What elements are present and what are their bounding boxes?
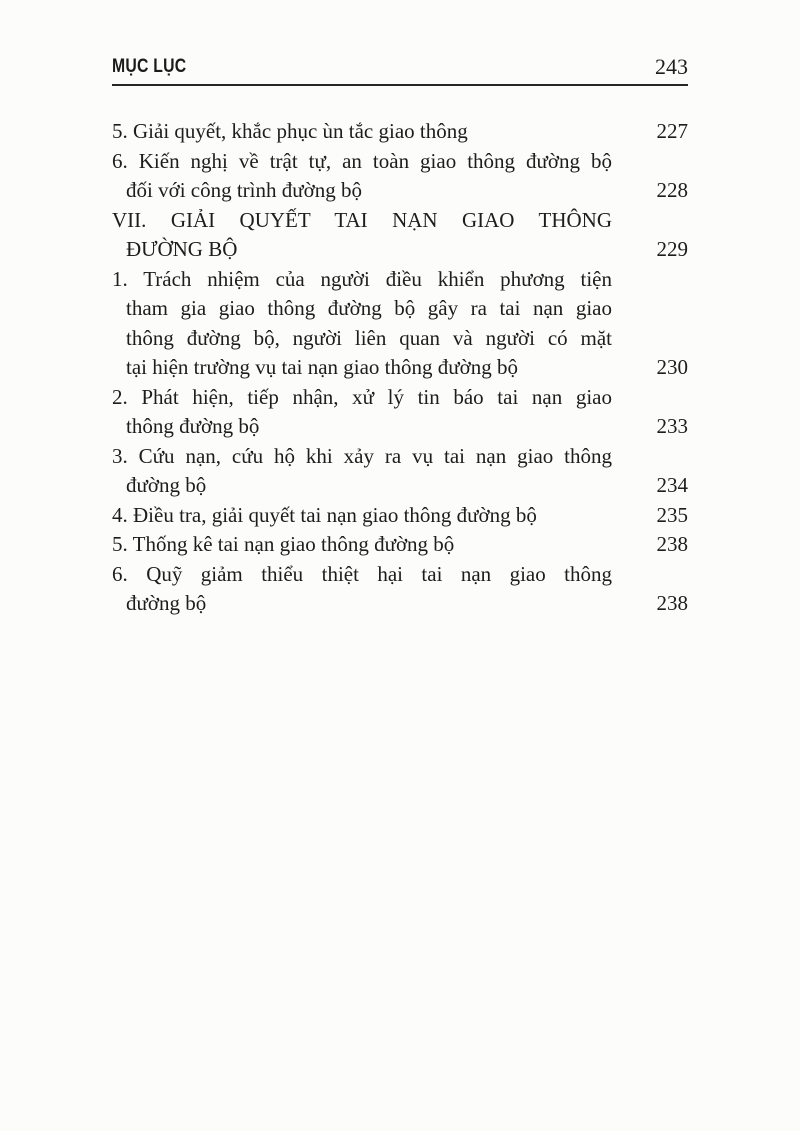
toc-entry-number: 6.	[112, 561, 128, 586]
toc-entry-page-number: 233	[656, 414, 688, 438]
toc-list	[112, 117, 688, 619]
toc-entry-text	[112, 265, 612, 383]
toc-entry-section-heading	[112, 206, 688, 265]
toc-entry-page-number: 230	[656, 355, 688, 379]
page-header	[112, 56, 688, 86]
toc-entry-line: tham gia giao thông đường bộ gây ra tai nạn giao	[126, 296, 612, 320]
toc-entry-text	[112, 206, 612, 265]
toc-entry-page-number: 238	[656, 591, 688, 615]
toc-entry-line: Thống kê tai nạn giao thông đường bộ	[132, 532, 455, 556]
toc-entry	[112, 383, 688, 442]
toc-entry	[112, 501, 688, 531]
page-content	[112, 56, 688, 619]
toc-entry-text	[112, 530, 612, 560]
toc-entry-text	[112, 117, 612, 147]
toc-entry-line: đường bộ	[126, 473, 207, 497]
toc-entry-number: VII.	[112, 207, 147, 232]
toc-entry-line: đối với công trình đường bộ	[126, 178, 362, 202]
toc-entry-number: 3.	[112, 443, 128, 468]
toc-entry-number: 1.	[112, 266, 128, 291]
toc-entry-page-number: 238	[656, 532, 688, 556]
toc-entry-number: 5.	[112, 532, 128, 556]
page-header-title: MỤC LỤC	[112, 56, 187, 77]
toc-entry-text	[112, 442, 612, 501]
toc-entry-line: đường bộ	[126, 591, 207, 615]
toc-entry-text	[112, 383, 612, 442]
toc-entry-line: Quỹ giảm thiểu thiệt hại tai nạn giao thông	[146, 561, 613, 586]
toc-entry-line: Kiến nghị về trật tự, an toàn giao thông đường bộ	[138, 148, 613, 173]
toc-entry-line: Trách nhiệm của người điều khiển phương tiện	[143, 266, 612, 291]
toc-entry-number: 6.	[112, 148, 128, 173]
toc-entry-page-number: 228	[656, 178, 688, 202]
toc-entry-line: GIẢI QUYẾT TAI NẠN GIAO THÔNG	[170, 207, 612, 232]
toc-entry-text	[112, 560, 612, 619]
toc-entry-line: ĐƯỜNG BỘ	[126, 237, 238, 261]
toc-entry-line: Phát hiện, tiếp nhận, xử lý tin báo tai nạn giao	[141, 384, 612, 409]
toc-entry	[112, 117, 688, 147]
toc-entry-line: Cứu nạn, cứu hộ khi xảy ra vụ tai nạn giao thông	[138, 443, 612, 468]
page-header-page-number: 243	[655, 54, 688, 79]
toc-entry-line: tại hiện trường vụ tai nạn giao thông đường bộ	[126, 355, 518, 379]
toc-entry-line: thông đường bộ, người liên quan và người có mặt	[126, 325, 612, 350]
toc-entry	[112, 147, 688, 206]
toc-entry-line: Giải quyết, khắc phục ùn tắc giao thông	[133, 119, 468, 143]
toc-entry-text	[112, 501, 612, 531]
toc-entry	[112, 442, 688, 501]
toc-entry-line: Điều tra, giải quyết tai nạn giao thông đường bộ	[133, 502, 537, 527]
toc-entry-text	[112, 147, 612, 206]
toc-entry-page-number: 234	[656, 473, 688, 497]
toc-entry	[112, 560, 688, 619]
toc-entry-page-number: 235	[656, 502, 688, 527]
toc-entry	[112, 265, 688, 383]
toc-entry-number: 5.	[112, 119, 128, 143]
toc-entry-page-number: 229	[656, 237, 688, 261]
toc-entry	[112, 530, 688, 560]
toc-entry-number: 2.	[112, 384, 128, 409]
toc-entry-line: thông đường bộ	[126, 414, 260, 438]
toc-entry-number: 4.	[112, 502, 128, 527]
toc-entry-page-number: 227	[656, 119, 688, 143]
